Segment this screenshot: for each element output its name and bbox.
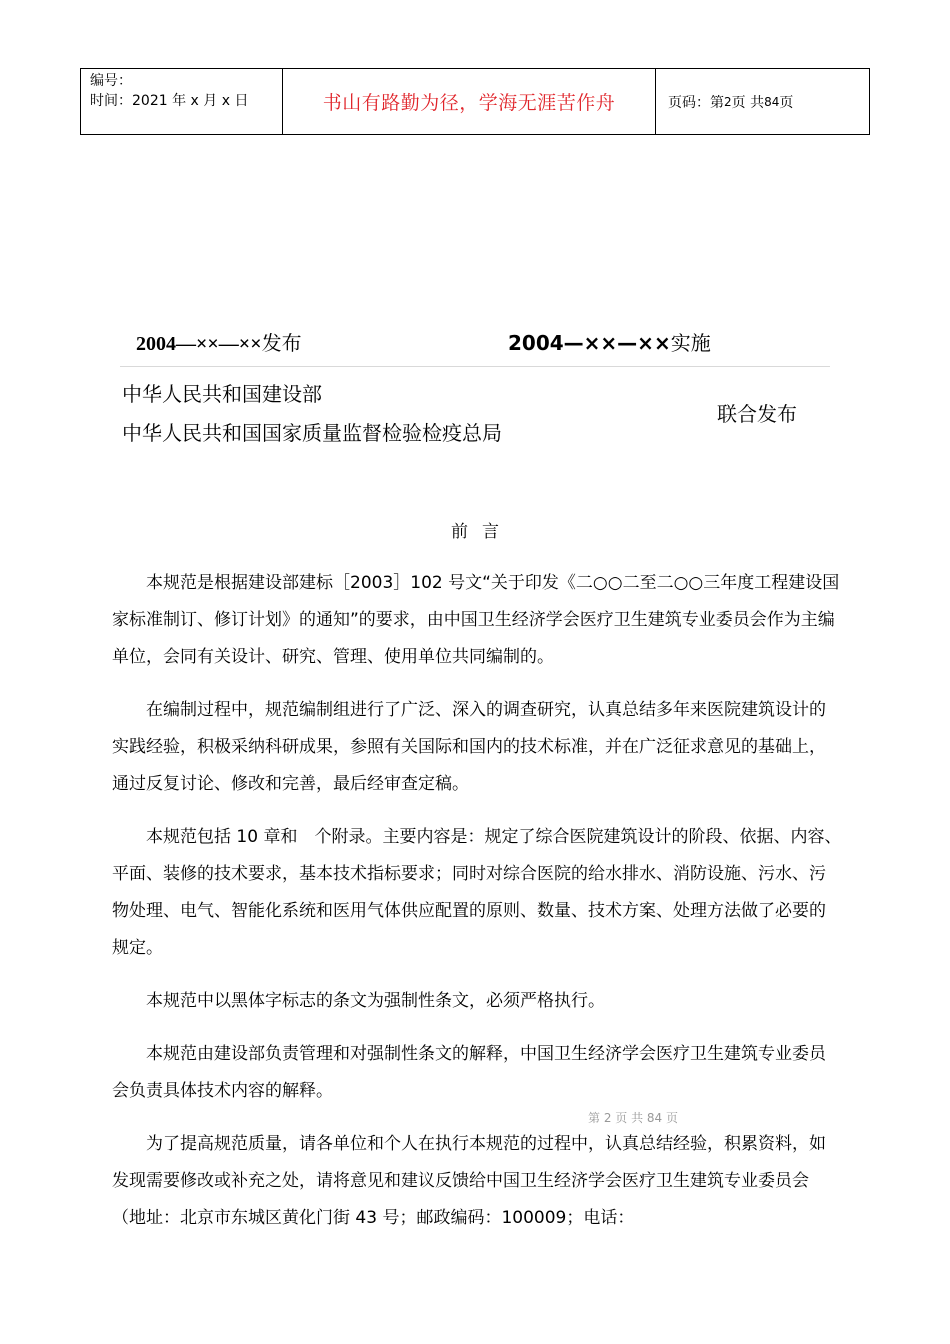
paragraph: 在编制过程中，规范编制组进行了广泛、深入的调查研究，认真总结多年来医院建筑设计的实践经验，积极采纳科研成果，参照有关国际和国内的技术标准，并在广泛征求意见的基础上，通过反复讨论、修改和完善，最后经审查定稿。 [112,700,826,794]
page-watermark: 第 2 页 共 84 页 [588,1111,678,1125]
page-label-mid: 页 共 [731,94,765,111]
page-current: 2 [724,94,732,109]
header-slogan-cell [283,69,656,134]
header-table [80,68,870,135]
document-time-label: 时间：2021 年 x 月 x 日 [90,93,249,109]
implement-date-value: 2004—××—×× [508,331,671,355]
issuer-aqsiq: 中华人民共和国国家质量监督检验检疫总局 [122,421,502,445]
publish-date-value: 2004—××—×× [136,333,262,355]
issuer-ministry: 中华人民共和国建设部 [122,382,322,406]
paragraph: 本规范包括 10 章和 个附录。主要内容是：规定了综合医院建筑设计的阶段、依据、内容、平面、装修的技术要求，基本技术指标要求；同时对综合医院的给水排水、消防设施、污水、污物处理、电气、智能化系统和医用气体供应配置的原则、数量、技术方案、处理方法做了必要的规定。 [112,827,842,958]
publish-action: 发布 [261,331,302,355]
header-slogan: 书山有路勤为径，学海无涯苦作舟 [322,92,616,114]
document-number-label: 编号： [90,73,132,89]
joint-publish-label: 联合发布 [717,402,797,426]
foreword-title: 前言 [451,522,513,542]
publish-date [136,327,302,356]
implement-date [508,327,711,356]
page-total: 84 [764,94,780,109]
page-label-prefix: 页码：第 [668,94,724,111]
foreword-body [112,565,842,1253]
paragraph: 本规范是根据建设部建标［2003］102 号文“关于印发《二○○二至二○○三年度工程建设国家标准制订、修订计划》的通知”的要求，由中国卫生经济学会医疗卫生建筑专业委员会作为主编单位，会同有关设计、研究、管理、使用单位共同编制的。 [112,573,840,667]
paragraph: 本规范由建设部负责管理和对强制性条文的解释，中国卫生经济学会医疗卫生建筑专业委员会负责具体技术内容的解释。 [112,1044,826,1101]
implement-action: 实施 [670,331,711,355]
header-page-cell [656,69,869,134]
paragraph: 本规范中以黑体字标志的条文为强制性条文，必须严格执行。 [146,991,605,1011]
header-meta-cell [81,69,283,134]
page-label-suffix: 页 [779,94,794,111]
divider [120,366,830,367]
paragraph: 为了提高规范质量，请各单位和个人在执行本规范的过程中，认真总结经验，积累资料，如发现需要修改或补充之处，请将意见和建议反馈给中国卫生经济学会医疗卫生建筑专业委员会（地址：北京市东城区黄化门街 43 号；邮政编码：100009；电话： [112,1134,826,1228]
